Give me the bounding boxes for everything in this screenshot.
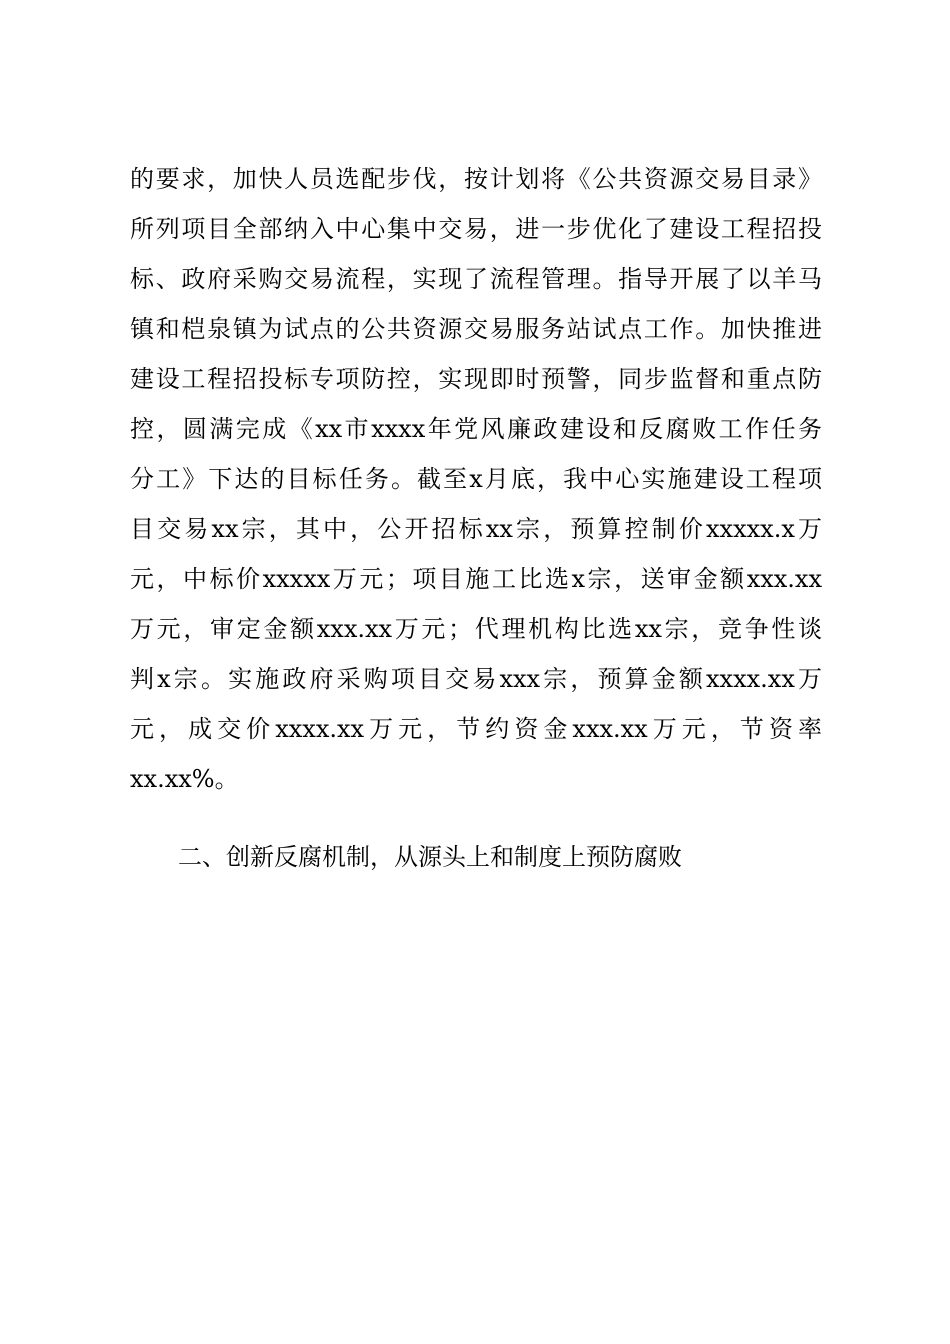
section-heading: 二、创新反腐机制，从源头上和制度上预防腐败: [178, 843, 682, 871]
paragraph-line: 判x宗。实施政府采购项目交易xxx宗，预算金额xxxx.xx万: [130, 665, 822, 693]
paragraph-line: 控，圆满完成《xx市xxxx年党风廉政建设和反腐败工作任务: [130, 415, 822, 443]
paragraph-line: 分工》下达的目标任务。截至x月底，我中心实施建设工程项: [130, 465, 822, 493]
paragraph-line: 元，成交价xxxx.xx万元，节约资金xxx.xx万元，节资率: [130, 715, 822, 743]
paragraph-line: 标、政府采购交易流程，实现了流程管理。指导开展了以羊马: [130, 265, 822, 293]
body-paragraph: [130, 154, 822, 804]
paragraph-line: 万元，审定金额xxx.xx万元；代理机构比选xx宗，竞争性谈: [130, 615, 822, 643]
paragraph-line: 镇和桤泉镇为试点的公共资源交易服务站试点工作。加快推进: [130, 315, 822, 343]
paragraph-line: 元，中标价xxxxx万元；项目施工比选x宗，送审金额xxx.xx: [130, 565, 822, 593]
paragraph-line: 建设工程招投标专项防控，实现即时预警，同步监督和重点防: [130, 365, 822, 393]
paragraph-line: 目交易xx宗，其中，公开招标xx宗，预算控制价xxxxx.x万: [130, 515, 822, 543]
paragraph-line: 的要求，加快人员选配步伐，按计划将《公共资源交易目录》: [130, 165, 822, 193]
paragraph-line: 所列项目全部纳入中心集中交易，进一步优化了建设工程招投: [130, 215, 822, 243]
paragraph-line: xx.xx%。: [130, 765, 239, 793]
